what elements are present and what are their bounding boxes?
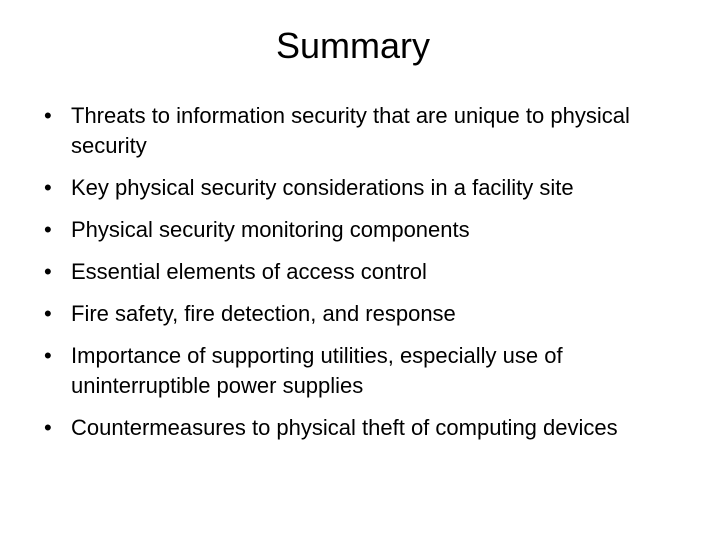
bullet-text: Fire safety, fire detection, and response (71, 301, 456, 326)
bullet-text: Key physical security considerations in a facility site (71, 175, 574, 200)
bullet-item (44, 101, 684, 161)
bullet-icon: • (44, 259, 52, 284)
bullet-text: Countermeasures to physical theft of computing devices (71, 415, 618, 440)
bullet-item (44, 173, 684, 203)
bullet-icon: • (44, 103, 52, 128)
bullet-icon: • (44, 175, 52, 200)
bullet-icon: • (44, 217, 52, 242)
bullet-item (44, 413, 684, 443)
bullet-item (44, 215, 684, 245)
bullet-icon: • (44, 343, 52, 368)
bullet-item (44, 257, 684, 287)
bullet-item (44, 299, 684, 329)
slide-title: Summary (275, 25, 431, 66)
bullet-text: Importance of supporting utilities, especially use of uninterruptible power supplies (71, 343, 563, 398)
bullet-icon: • (44, 301, 52, 326)
bullet-list (44, 101, 684, 455)
bullet-item (44, 341, 684, 401)
bullet-text: Threats to information security that are unique to physical security (71, 103, 630, 158)
bullet-icon: • (44, 415, 52, 440)
bullet-text: Physical security monitoring components (71, 217, 470, 242)
bullet-text: Essential elements of access control (71, 259, 427, 284)
